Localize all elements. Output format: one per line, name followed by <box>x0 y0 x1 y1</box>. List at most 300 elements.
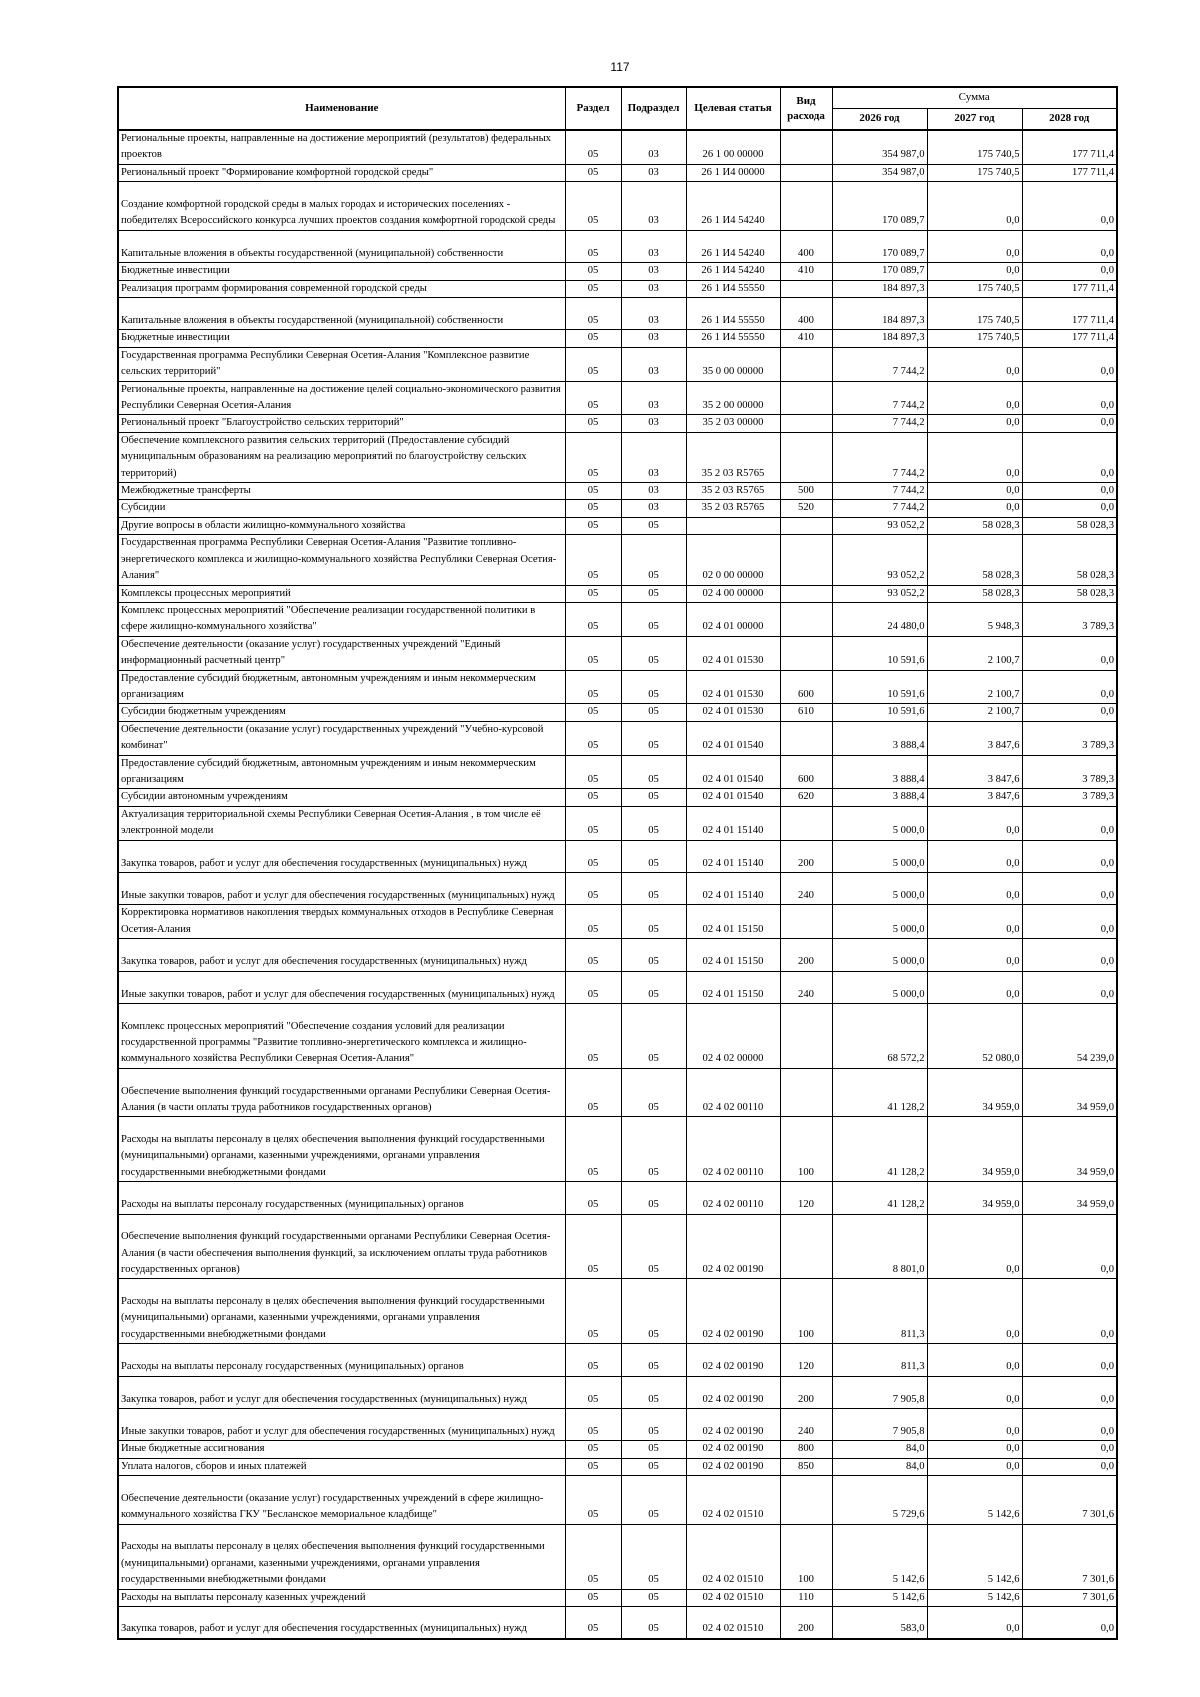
table-row <box>118 602 1117 636</box>
table-row <box>118 585 1117 602</box>
table-row <box>118 1589 1117 1606</box>
row-celevaya: 26 1 И4 55550 <box>686 298 780 330</box>
row-vid <box>780 585 832 602</box>
row-vid <box>780 415 832 432</box>
row-sum-2026: 5 142,6 <box>832 1589 927 1606</box>
row-sum-2026: 7 744,2 <box>832 483 927 500</box>
row-sum-2028: 7 301,6 <box>1022 1476 1117 1525</box>
row-sum-2026: 7 744,2 <box>832 347 927 381</box>
table-row <box>118 905 1117 939</box>
row-sum-2026: 354 987,0 <box>832 130 927 164</box>
row-celevaya: 26 1 И4 54240 <box>686 230 780 262</box>
row-vid: 610 <box>780 704 832 721</box>
row-celevaya: 02 4 02 00190 <box>686 1408 780 1440</box>
row-podrazdel: 05 <box>621 755 686 789</box>
row-sum-2027: 0,0 <box>927 1214 1022 1279</box>
row-vid <box>780 1476 832 1525</box>
row-sum-2027: 0,0 <box>927 415 1022 432</box>
row-razdel: 05 <box>565 298 621 330</box>
row-sum-2026: 7 905,8 <box>832 1408 927 1440</box>
table-row <box>118 1408 1117 1440</box>
row-sum-2027: 5 142,6 <box>927 1476 1022 1525</box>
row-sum-2027: 175 740,5 <box>927 130 1022 164</box>
table-body <box>118 130 1117 1639</box>
row-sum-2028: 0,0 <box>1022 636 1117 670</box>
row-sum-2028: 0,0 <box>1022 1344 1117 1376</box>
row-sum-2027: 0,0 <box>927 939 1022 971</box>
row-name: Актуализация территориальной схемы Республики Северная Осетия-Алания , в том числе её электронной модели <box>118 806 565 840</box>
row-name: Межбюджетные трансферты <box>118 483 565 500</box>
row-sum-2027: 0,0 <box>927 1606 1022 1638</box>
row-sum-2026: 41 128,2 <box>832 1117 927 1182</box>
row-razdel: 05 <box>565 263 621 280</box>
table-header <box>118 87 1117 130</box>
header-vid: Вид расхода <box>780 87 832 130</box>
row-razdel: 05 <box>565 939 621 971</box>
row-sum-2026: 811,3 <box>832 1279 927 1344</box>
row-vid <box>780 1214 832 1279</box>
row-sum-2026: 10 591,6 <box>832 670 927 704</box>
row-razdel: 05 <box>565 164 621 181</box>
row-razdel: 05 <box>565 971 621 1003</box>
row-vid: 600 <box>780 755 832 789</box>
row-celevaya <box>686 517 780 534</box>
row-name: Комплексы процессных мероприятий <box>118 585 565 602</box>
row-sum-2026: 184 897,3 <box>832 280 927 297</box>
row-sum-2026: 3 888,4 <box>832 789 927 806</box>
row-vid <box>780 381 832 415</box>
header-podrazdel: Подраздел <box>621 87 686 130</box>
row-sum-2028: 0,0 <box>1022 1606 1117 1638</box>
row-celevaya: 26 1 00 00000 <box>686 130 780 164</box>
row-celevaya: 02 4 02 01510 <box>686 1524 780 1589</box>
row-celevaya: 02 0 00 00000 <box>686 535 780 585</box>
header-summa: Сумма <box>832 87 1117 108</box>
row-name: Закупка товаров, работ и услуг для обеспечения государственных (муниципальных) нужд <box>118 1376 565 1408</box>
row-celevaya: 26 1 И4 54240 <box>686 182 780 231</box>
row-sum-2026: 7 744,2 <box>832 500 927 517</box>
row-sum-2028: 0,0 <box>1022 230 1117 262</box>
row-name: Обеспечение деятельности (оказание услуг) государственных учреждений "Учебно-курсовой комбинат" <box>118 721 565 755</box>
header-year-2028: 2028 год <box>1022 108 1117 130</box>
row-sum-2026: 68 572,2 <box>832 1003 927 1068</box>
row-razdel: 05 <box>565 602 621 636</box>
row-celevaya: 35 2 03 R5765 <box>686 432 780 482</box>
row-sum-2028: 54 239,0 <box>1022 1003 1117 1068</box>
row-sum-2027: 0,0 <box>927 872 1022 904</box>
row-vid <box>780 347 832 381</box>
row-sum-2027: 0,0 <box>927 263 1022 280</box>
row-sum-2027: 0,0 <box>927 1458 1022 1475</box>
row-name: Иные закупки товаров, работ и услуг для обеспечения государственных (муниципальных) нужд <box>118 872 565 904</box>
row-razdel: 05 <box>565 483 621 500</box>
row-sum-2026: 5 000,0 <box>832 840 927 872</box>
table-row <box>118 636 1117 670</box>
row-sum-2027: 34 959,0 <box>927 1117 1022 1182</box>
table-row <box>118 755 1117 789</box>
row-sum-2028: 0,0 <box>1022 432 1117 482</box>
table-row <box>118 1182 1117 1214</box>
row-sum-2028: 58 028,3 <box>1022 535 1117 585</box>
row-sum-2028: 0,0 <box>1022 939 1117 971</box>
table-row <box>118 500 1117 517</box>
row-sum-2028: 0,0 <box>1022 704 1117 721</box>
row-vid: 240 <box>780 872 832 904</box>
row-podrazdel: 05 <box>621 517 686 534</box>
row-sum-2027: 0,0 <box>927 806 1022 840</box>
row-name: Уплата налогов, сборов и иных платежей <box>118 1458 565 1475</box>
row-vid: 100 <box>780 1279 832 1344</box>
row-sum-2027: 0,0 <box>927 840 1022 872</box>
row-sum-2026: 583,0 <box>832 1606 927 1638</box>
row-vid <box>780 432 832 482</box>
row-celevaya: 02 4 01 15150 <box>686 939 780 971</box>
row-sum-2027: 52 080,0 <box>927 1003 1022 1068</box>
row-podrazdel: 05 <box>621 1003 686 1068</box>
row-name: Бюджетные инвестиции <box>118 263 565 280</box>
row-podrazdel: 05 <box>621 1117 686 1182</box>
row-sum-2028: 177 711,4 <box>1022 164 1117 181</box>
row-vid: 800 <box>780 1441 832 1458</box>
row-razdel: 05 <box>565 1524 621 1589</box>
row-sum-2026: 184 897,3 <box>832 298 927 330</box>
row-sum-2028: 177 711,4 <box>1022 298 1117 330</box>
row-razdel: 05 <box>565 500 621 517</box>
row-podrazdel: 05 <box>621 1589 686 1606</box>
row-sum-2026: 5 000,0 <box>832 905 927 939</box>
row-sum-2027: 3 847,6 <box>927 721 1022 755</box>
row-vid <box>780 806 832 840</box>
row-sum-2028: 34 959,0 <box>1022 1182 1117 1214</box>
row-vid <box>780 280 832 297</box>
row-sum-2028: 0,0 <box>1022 872 1117 904</box>
row-podrazdel: 05 <box>621 1214 686 1279</box>
row-vid: 200 <box>780 939 832 971</box>
row-vid: 100 <box>780 1524 832 1589</box>
row-name: Обеспечение выполнения функций государственными органами Республики Северная Осетия-Алания (в части обеспечения выполнения функций, за исключением оплаты труда работников государственных органов) <box>118 1214 565 1279</box>
row-sum-2028: 0,0 <box>1022 840 1117 872</box>
row-sum-2026: 93 052,2 <box>832 585 927 602</box>
row-podrazdel: 05 <box>621 585 686 602</box>
row-podrazdel: 05 <box>621 1408 686 1440</box>
row-sum-2027: 0,0 <box>927 381 1022 415</box>
row-name: Иные закупки товаров, работ и услуг для обеспечения государственных (муниципальных) нужд <box>118 1408 565 1440</box>
row-sum-2028: 177 711,4 <box>1022 280 1117 297</box>
table-row <box>118 280 1117 297</box>
header-year-2027: 2027 год <box>927 108 1022 130</box>
row-sum-2026: 10 591,6 <box>832 704 927 721</box>
row-name: Обеспечение деятельности (оказание услуг) государственных учреждений в сфере жилищно-коммунального хозяйства ГКУ "Бесланское мемориальное кладбище" <box>118 1476 565 1525</box>
row-celevaya: 26 1 И4 00000 <box>686 164 780 181</box>
row-name: Обеспечение комплексного развития сельских территорий (Предоставление субсидий муниципальным образованиям на реализацию мероприятий по благоустройству сельских территорий) <box>118 432 565 482</box>
row-razdel: 05 <box>565 1214 621 1279</box>
row-podrazdel: 05 <box>621 535 686 585</box>
row-celevaya: 02 4 01 01540 <box>686 789 780 806</box>
row-sum-2026: 5 000,0 <box>832 872 927 904</box>
table-row <box>118 263 1117 280</box>
row-razdel: 05 <box>565 415 621 432</box>
row-podrazdel: 05 <box>621 806 686 840</box>
table-row <box>118 1606 1117 1638</box>
table-row <box>118 432 1117 482</box>
table-row <box>118 789 1117 806</box>
row-sum-2027: 175 740,5 <box>927 298 1022 330</box>
row-sum-2026: 170 089,7 <box>832 182 927 231</box>
table-row <box>118 872 1117 904</box>
row-podrazdel: 03 <box>621 381 686 415</box>
row-sum-2026: 354 987,0 <box>832 164 927 181</box>
row-celevaya: 26 1 И4 54240 <box>686 263 780 280</box>
header-year-2026: 2026 год <box>832 108 927 130</box>
row-sum-2028: 0,0 <box>1022 1279 1117 1344</box>
row-celevaya: 02 4 01 15150 <box>686 971 780 1003</box>
table-row <box>118 1344 1117 1376</box>
row-razdel: 05 <box>565 432 621 482</box>
row-sum-2026: 3 888,4 <box>832 755 927 789</box>
row-name: Расходы на выплаты персоналу государственных (муниципальных) органов <box>118 1344 565 1376</box>
row-name: Предоставление субсидий бюджетным, автономным учреждениям и иным некоммерческим организациям <box>118 670 565 704</box>
row-sum-2028: 177 711,4 <box>1022 330 1117 347</box>
row-podrazdel: 05 <box>621 1344 686 1376</box>
row-celevaya: 02 4 02 00190 <box>686 1376 780 1408</box>
header-celevaya: Целевая статья <box>686 87 780 130</box>
row-vid <box>780 602 832 636</box>
row-razdel: 05 <box>565 1476 621 1525</box>
row-sum-2026: 184 897,3 <box>832 330 927 347</box>
row-vid: 240 <box>780 1408 832 1440</box>
row-podrazdel: 05 <box>621 1376 686 1408</box>
row-razdel: 05 <box>565 280 621 297</box>
row-razdel: 05 <box>565 1408 621 1440</box>
row-vid: 850 <box>780 1458 832 1475</box>
row-name: Расходы на выплаты персоналу государственных (муниципальных) органов <box>118 1182 565 1214</box>
row-podrazdel: 05 <box>621 670 686 704</box>
row-name: Другие вопросы в области жилищно-коммунального хозяйства <box>118 517 565 534</box>
row-name: Обеспечение выполнения функций государственными органами Республики Северная Осетия-Алания (в части оплаты труда работников государственных органов) <box>118 1068 565 1117</box>
row-vid: 620 <box>780 789 832 806</box>
row-podrazdel: 03 <box>621 415 686 432</box>
row-razdel: 05 <box>565 1117 621 1182</box>
row-sum-2026: 93 052,2 <box>832 535 927 585</box>
row-podrazdel: 03 <box>621 330 686 347</box>
row-name: Расходы на выплаты персоналу в целях обеспечения выполнения функций государственными (муниципальными) органами, казенными учреждениями, органами управления государственными внебюджетными фондами <box>118 1279 565 1344</box>
row-razdel: 05 <box>565 1068 621 1117</box>
row-sum-2028: 0,0 <box>1022 1408 1117 1440</box>
row-podrazdel: 05 <box>621 905 686 939</box>
row-podrazdel: 05 <box>621 1441 686 1458</box>
row-vid: 600 <box>780 670 832 704</box>
row-celevaya: 02 4 02 00190 <box>686 1441 780 1458</box>
row-sum-2026: 5 000,0 <box>832 806 927 840</box>
row-sum-2028: 0,0 <box>1022 483 1117 500</box>
page-number: 117 <box>610 60 630 74</box>
row-sum-2027: 0,0 <box>927 230 1022 262</box>
row-sum-2028: 0,0 <box>1022 263 1117 280</box>
row-name: Иные закупки товаров, работ и услуг для обеспечения государственных (муниципальных) нужд <box>118 971 565 1003</box>
row-podrazdel: 03 <box>621 164 686 181</box>
row-vid: 410 <box>780 263 832 280</box>
row-sum-2026: 41 128,2 <box>832 1182 927 1214</box>
row-sum-2028: 0,0 <box>1022 500 1117 517</box>
row-name: Капитальные вложения в объекты государственной (муниципальной) собственности <box>118 230 565 262</box>
row-razdel: 05 <box>565 535 621 585</box>
row-sum-2028: 7 301,6 <box>1022 1589 1117 1606</box>
table-row <box>118 1376 1117 1408</box>
row-razdel: 05 <box>565 182 621 231</box>
row-name: Субсидии бюджетным учреждениям <box>118 704 565 721</box>
row-name: Региональные проекты, направленные на достижение целей социально-экономического развития Республики Северная Осетия-Алания <box>118 381 565 415</box>
row-vid <box>780 535 832 585</box>
row-razdel: 05 <box>565 130 621 164</box>
row-celevaya: 02 4 01 01530 <box>686 670 780 704</box>
row-celevaya: 02 4 01 15140 <box>686 806 780 840</box>
table-row <box>118 1279 1117 1344</box>
row-vid <box>780 517 832 534</box>
row-name: Обеспечение деятельности (оказание услуг) государственных учреждений "Единый информационный расчетный центр" <box>118 636 565 670</box>
row-razdel: 05 <box>565 670 621 704</box>
row-celevaya: 02 4 02 00190 <box>686 1458 780 1475</box>
row-celevaya: 02 4 01 15150 <box>686 905 780 939</box>
row-sum-2027: 3 847,6 <box>927 789 1022 806</box>
row-vid <box>780 1068 832 1117</box>
row-sum-2028: 0,0 <box>1022 1458 1117 1475</box>
row-sum-2027: 0,0 <box>927 1408 1022 1440</box>
row-celevaya: 02 4 02 00000 <box>686 1003 780 1068</box>
row-vid <box>780 636 832 670</box>
row-vid: 100 <box>780 1117 832 1182</box>
row-sum-2028: 0,0 <box>1022 670 1117 704</box>
table-row <box>118 483 1117 500</box>
row-sum-2028: 0,0 <box>1022 806 1117 840</box>
row-celevaya: 02 4 01 01540 <box>686 721 780 755</box>
row-podrazdel: 03 <box>621 500 686 517</box>
row-name: Региональный проект "Формирование комфортной городской среды" <box>118 164 565 181</box>
row-vid: 400 <box>780 230 832 262</box>
row-celevaya: 02 4 02 00110 <box>686 1117 780 1182</box>
row-sum-2027: 175 740,5 <box>927 330 1022 347</box>
row-sum-2027: 175 740,5 <box>927 280 1022 297</box>
row-celevaya: 02 4 02 00190 <box>686 1279 780 1344</box>
table-row <box>118 517 1117 534</box>
row-name: Комплекс процессных мероприятий "Обеспечение создания условий для реализации государственной программы "Развитие топливно-энергетического комплекса и жилищно-коммунального хозяйства Республики Северная Осетия-Алания" <box>118 1003 565 1068</box>
row-sum-2026: 93 052,2 <box>832 517 927 534</box>
row-sum-2028: 3 789,3 <box>1022 789 1117 806</box>
row-celevaya: 26 1 И4 55550 <box>686 280 780 297</box>
row-razdel: 05 <box>565 1376 621 1408</box>
row-podrazdel: 05 <box>621 971 686 1003</box>
row-celevaya: 02 4 00 00000 <box>686 585 780 602</box>
row-razdel: 05 <box>565 330 621 347</box>
row-podrazdel: 05 <box>621 721 686 755</box>
row-sum-2027: 3 847,6 <box>927 755 1022 789</box>
row-sum-2026: 84,0 <box>832 1458 927 1475</box>
row-sum-2026: 5 000,0 <box>832 939 927 971</box>
row-name: Государственная программа Республики Северная Осетия-Алания "Развитие топливно-энергетического комплекса и жилищно-коммунального хозяйства Республики Северная Осетия-Алания" <box>118 535 565 585</box>
row-sum-2027: 0,0 <box>927 1279 1022 1344</box>
row-celevaya: 02 4 02 00190 <box>686 1344 780 1376</box>
row-razdel: 05 <box>565 1606 621 1638</box>
budget-table <box>117 86 1118 1640</box>
row-podrazdel: 05 <box>621 789 686 806</box>
row-sum-2027: 58 028,3 <box>927 535 1022 585</box>
table-row <box>118 164 1117 181</box>
row-sum-2027: 0,0 <box>927 1344 1022 1376</box>
row-vid: 200 <box>780 840 832 872</box>
row-celevaya: 02 4 02 01510 <box>686 1476 780 1525</box>
row-podrazdel: 05 <box>621 1182 686 1214</box>
row-podrazdel: 05 <box>621 872 686 904</box>
row-celevaya: 02 4 01 15140 <box>686 872 780 904</box>
row-sum-2028: 0,0 <box>1022 381 1117 415</box>
row-celevaya: 35 2 03 00000 <box>686 415 780 432</box>
row-sum-2028: 3 789,3 <box>1022 755 1117 789</box>
row-sum-2028: 7 301,6 <box>1022 1524 1117 1589</box>
table-row <box>118 1117 1117 1182</box>
row-sum-2026: 7 905,8 <box>832 1376 927 1408</box>
row-razdel: 05 <box>565 230 621 262</box>
row-celevaya: 02 4 01 15140 <box>686 840 780 872</box>
row-name: Закупка товаров, работ и услуг для обеспечения государственных (муниципальных) нужд <box>118 840 565 872</box>
row-razdel: 05 <box>565 636 621 670</box>
row-sum-2027: 5 948,3 <box>927 602 1022 636</box>
row-sum-2027: 2 100,7 <box>927 670 1022 704</box>
row-podrazdel: 03 <box>621 263 686 280</box>
row-sum-2027: 0,0 <box>927 182 1022 231</box>
row-razdel: 05 <box>565 1182 621 1214</box>
row-sum-2028: 0,0 <box>1022 1376 1117 1408</box>
table-row <box>118 939 1117 971</box>
row-sum-2028: 58 028,3 <box>1022 517 1117 534</box>
row-sum-2026: 5 142,6 <box>832 1524 927 1589</box>
row-sum-2028: 58 028,3 <box>1022 585 1117 602</box>
row-celevaya: 02 4 02 01510 <box>686 1606 780 1638</box>
row-razdel: 05 <box>565 585 621 602</box>
row-name: Расходы на выплаты персоналу казенных учреждений <box>118 1589 565 1606</box>
row-podrazdel: 05 <box>621 1458 686 1475</box>
row-name: Региональный проект "Благоустройство сельских территорий" <box>118 415 565 432</box>
row-celevaya: 35 2 03 R5765 <box>686 483 780 500</box>
row-podrazdel: 05 <box>621 636 686 670</box>
table-row <box>118 1068 1117 1117</box>
row-celevaya: 02 4 02 00110 <box>686 1182 780 1214</box>
row-name: Создание комфортной городской среды в малых городах и исторических поселениях - победителях Всероссийского конкурса лучших проектов создания комфортной городской среды <box>118 182 565 231</box>
header-name: Наименование <box>118 87 565 130</box>
row-vid <box>780 905 832 939</box>
row-podrazdel: 05 <box>621 704 686 721</box>
row-podrazdel: 03 <box>621 298 686 330</box>
table-row <box>118 704 1117 721</box>
table-row <box>118 840 1117 872</box>
table-row <box>118 535 1117 585</box>
row-sum-2026: 5 000,0 <box>832 971 927 1003</box>
row-razdel: 05 <box>565 905 621 939</box>
row-vid: 500 <box>780 483 832 500</box>
table-row <box>118 415 1117 432</box>
row-celevaya: 02 4 02 01510 <box>686 1589 780 1606</box>
row-celevaya: 02 4 01 01530 <box>686 704 780 721</box>
row-name: Субсидии автономным учреждениям <box>118 789 565 806</box>
table-row <box>118 381 1117 415</box>
table-row <box>118 806 1117 840</box>
row-vid: 400 <box>780 298 832 330</box>
table-row <box>118 230 1117 262</box>
table-row <box>118 1524 1117 1589</box>
row-celevaya: 02 4 01 00000 <box>686 602 780 636</box>
row-name: Субсидии <box>118 500 565 517</box>
row-celevaya: 26 1 И4 55550 <box>686 330 780 347</box>
row-name: Капитальные вложения в объекты государственной (муниципальной) собственности <box>118 298 565 330</box>
row-podrazdel: 05 <box>621 840 686 872</box>
